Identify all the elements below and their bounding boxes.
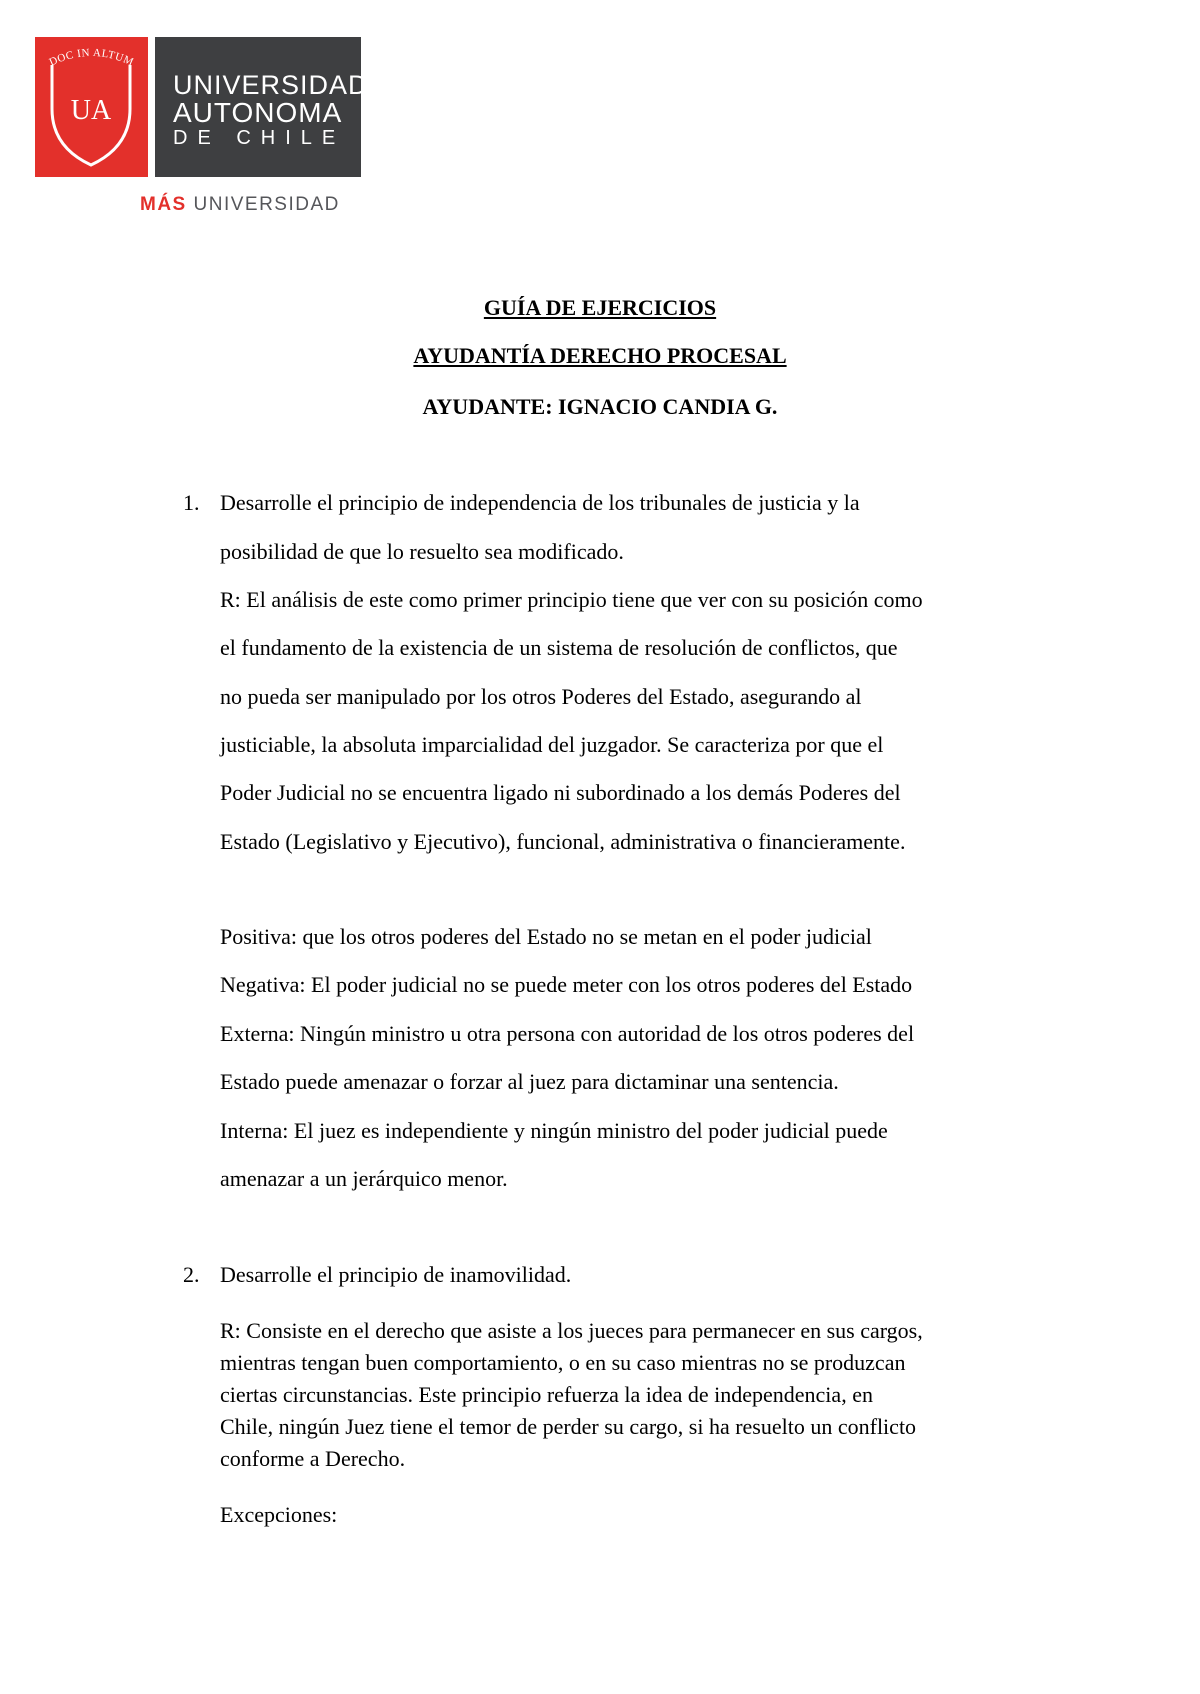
exceptions-label: Excepciones: — [220, 1502, 338, 1527]
independence-type-line: Estado puede amenazar o forzar al juez para dictaminar una sentencia. — [220, 1069, 839, 1094]
question-1-line: Desarrolle el principio de independencia de los tribunales de justicia y la — [220, 490, 860, 515]
independence-type-line: Interna: El juez es independiente y ningún ministro del poder judicial puede — [220, 1118, 888, 1143]
document-subtitle: AYUDANTÍA DERECHO PROCESAL — [413, 343, 787, 368]
logo-line-autonoma: AUTONOMA — [173, 97, 343, 128]
independence-type-line: Negativa: El poder judicial no se puede meter con los otros poderes del Estado — [220, 972, 913, 997]
answer-1-line: el fundamento de la existencia de un sistema de resolución de conflictos, que — [220, 635, 898, 660]
assistant-name: AYUDANTE: IGNACIO CANDIA G. — [422, 394, 778, 419]
university-logo-shield-panel — [35, 37, 148, 177]
answer-2-line: mientras tengan buen comportamiento, o en su caso mientras no se produzcan — [220, 1350, 906, 1375]
svg-text:DOC IN ALTUM — [47, 47, 135, 69]
tagline-accent: MÁS — [140, 194, 187, 215]
tagline-rest: UNIVERSIDAD — [186, 194, 340, 215]
logo-tagline — [140, 194, 340, 216]
question-1-number: 1. — [183, 490, 200, 515]
answer-1-line: justiciable, la absoluta imparcialidad del juzgador. Se caracteriza por que el — [220, 732, 884, 757]
independence-type-line: Positiva: que los otros poderes del Estado no se metan en el poder judicial — [220, 924, 872, 949]
answer-2-line: R: Consiste en el derecho que asiste a los jueces para permanecer en sus cargos, — [220, 1318, 923, 1343]
question-1-line: posibilidad de que lo resuelto sea modificado. — [220, 539, 624, 564]
shield-icon — [35, 37, 148, 177]
logo-line-universidad: UNIVERSIDAD — [173, 70, 369, 100]
question-2-text: Desarrolle el principio de inamovilidad. — [220, 1262, 572, 1287]
answer-2-line: conforme a Derecho. — [220, 1446, 406, 1471]
answer-1-line: Estado (Legislativo y Ejecutivo), funcional, administrativa o financieramente. — [220, 829, 906, 854]
logo-line-de-chile: DE CHILE — [173, 127, 346, 149]
answer-1-line: Poder Judicial no se encuentra ligado ni subordinado a los demás Poderes del — [220, 780, 901, 805]
university-logo-wordmark — [155, 37, 369, 177]
logo-initials: UA — [70, 95, 112, 126]
question-2-number: 2. — [183, 1262, 200, 1287]
document-title: GUÍA DE EJERCICIOS — [483, 295, 717, 320]
answer-1-line: no pueda ser manipulado por los otros Poderes del Estado, asegurando al — [220, 684, 862, 709]
independence-type-line: amenazar a un jerárquico menor. — [220, 1166, 508, 1191]
answer-2-line: Chile, ningún Juez tiene el temor de perder su cargo, si ha resuelto un conflicto — [220, 1414, 917, 1439]
logo-motto: DOC IN ALTUM — [47, 46, 136, 69]
answer-2-line: ciertas circunstancias. Este principio refuerza la idea de independencia, en — [220, 1382, 873, 1407]
independence-type-line: Externa: Ningún ministro u otra persona con autoridad de los otros poderes del — [220, 1021, 915, 1046]
answer-1-line: R: El análisis de este como primer principio tiene que ver con su posición como — [220, 587, 923, 612]
